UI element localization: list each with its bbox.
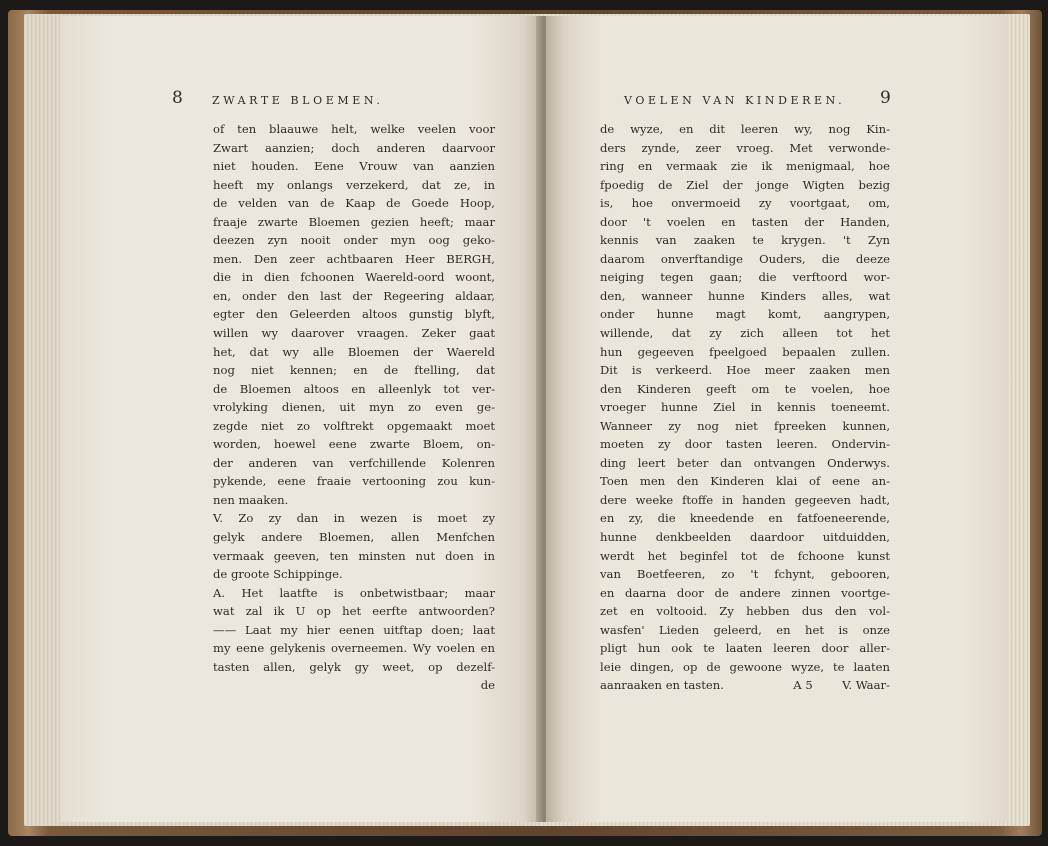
right-page-text [600, 120, 890, 695]
text-line: den Kinderen geeft om te voelen, hoe [600, 381, 890, 396]
text-line: deezen zyn nooit onder myn oog geko- [213, 233, 495, 248]
right-running-head-text: VOELEN VAN KINDEREN. [624, 94, 846, 107]
text-line: tasten allen, gelyk gy weet, op dezelf- [213, 659, 495, 674]
text-line: leie dingen, op de gewoone wyze, te laaten [600, 659, 890, 674]
text-line: ders zynde, zeer vroeg. Met verwonde- [600, 140, 890, 155]
catchword: V. Waar- [842, 678, 890, 693]
text-line: aanraaken en tasten. [600, 678, 724, 693]
text-line: vrolyking dienen, uit myn zo even ge- [213, 400, 495, 415]
text-line: dere weeke ftoffe in handen gegeeven hadt, [600, 492, 890, 507]
text-line: Dit is verkeerd. Hoe meer zaaken men [600, 363, 890, 378]
text-line: my eene gelykenis overneemen. Wy voelen en [213, 641, 495, 656]
last-line-row [600, 676, 890, 695]
text-line: gelyk andere Bloemen, allen Menfchen [213, 530, 495, 545]
text-line: de wyze, en dit leeren wy, nog Kin- [600, 122, 890, 136]
text-line: de Bloemen altoos en alleenlyk tot ver- [213, 381, 495, 396]
text-line: de [480, 678, 495, 693]
text-line: nog niet kennen; en de ftelling, dat [213, 363, 495, 378]
text-line: —— Laat my hier eenen uitftap doen; laat [213, 622, 495, 637]
text-line: zegde niet zo volftrekt opgemaakt moet [213, 418, 495, 433]
right-running-head [624, 88, 891, 108]
text-line: is, hoe onvermoeid zy voortgaat, om, [600, 196, 890, 211]
text-line: die in dien fchoonen Waereld-oord woont, [213, 270, 495, 285]
text-line: worden, hoewel eene zwarte Bloem, on- [213, 437, 495, 452]
text-line: ding leert beter dan ontvangen Onderwys. [600, 455, 890, 470]
text-line: zet en voltooid. Zy hebben dus den vol- [600, 604, 890, 619]
text-line: men. Den zeer achtbaaren Heer BERGH, [213, 251, 495, 266]
text-line: der anderen van verfchillende Kolenren [213, 455, 495, 470]
right-page-number: 9 [880, 88, 891, 108]
text-line: wasfen' Lieden geleerd, en het is onze [600, 622, 890, 637]
text-line: neiging tegen gaan; die verftoord wor- [600, 270, 890, 285]
text-line: fpoedig de Ziel der jonge Wigten bezig [600, 177, 890, 192]
text-line: vroeger hunne Ziel in kennis toeneemt. [600, 400, 890, 415]
text-line: en zy, die kneedende en fatfoeneerende, [600, 511, 890, 526]
text-line: pykende, eene fraaie vertooning zou kun- [213, 474, 495, 489]
text-line: V. Zo zy dan in wezen is moet zy [213, 511, 495, 526]
right-page [546, 16, 1008, 822]
left-page-text [213, 120, 495, 695]
text-line: den, wanneer hunne Kinders alles, wat [600, 288, 890, 303]
text-line: vermaak geeven, ten minsten nut doen in [213, 548, 495, 563]
text-line: hun gegeeven fpeelgoed bepaalen zullen. [600, 344, 890, 359]
text-line: Wanneer zy nog niet fpreeken kunnen, [600, 418, 890, 433]
left-running-head-text: ZWARTE BLOEMEN. [212, 94, 384, 107]
left-page [60, 16, 542, 822]
text-line: en daarna door de andere zinnen voortge- [600, 585, 890, 600]
text-line: nen maaken. [213, 492, 289, 507]
text-line: heeft my onlangs verzekerd, dat ze, in [213, 177, 495, 192]
text-line: en, onder den last der Regeering aldaar, [213, 288, 495, 303]
text-line: onder hunne magt komt, aangrypen, [600, 307, 890, 322]
text-line: wat zal ik U op het eerfte antwoorden? [213, 604, 495, 619]
text-line: hunne denkbeelden daardoor uitduidden, [600, 530, 890, 545]
text-line: van Boetfeeren, zo 't fchynt, gebooren, [600, 567, 890, 582]
text-line: kennis van zaaken te krygen. 't Zyn [600, 233, 890, 248]
text-line: fraaje zwarte Bloemen gezien heeft; maar [213, 214, 495, 229]
text-line: Toen men den Kinderen klai of eene an- [600, 474, 890, 489]
text-line: ring en vermaak zie ik menigmaal, hoe [600, 159, 890, 174]
text-line: werdt het beginfel tot de fchoone kunst [600, 548, 890, 563]
text-line: A. Het laatfte is onbetwistbaar; maar [213, 585, 495, 600]
text-line: door 't voelen en tasten der Handen, [600, 214, 890, 229]
text-line: daarom onverftandige Ouders, die deeze [600, 251, 890, 266]
signature-mark: A 5 [793, 678, 813, 693]
text-line: willende, dat zy zich alleen tot het [600, 326, 890, 341]
text-line: niet houden. Eene Vrouw van aanzien [213, 159, 495, 174]
text-line: moeten zy door tasten leeren. Ondervin- [600, 437, 890, 452]
text-line: willen wy daarover vraagen. Zeker gaat [213, 326, 495, 341]
left-page-number: 8 [172, 88, 183, 108]
text-line: de groote Schippinge. [213, 567, 343, 582]
text-line: de velden van de Kaap de Goede Hoop, [213, 196, 495, 211]
text-line: pligt hun ook te laaten leeren door aller- [600, 641, 890, 656]
text-line: of ten blaauwe helt, welke veelen voor [213, 122, 495, 136]
text-line: Zwart aanzien; doch anderen daarvoor [213, 140, 495, 155]
left-running-head [172, 88, 384, 108]
text-line: egter den Geleerden altoos gunstig blyft, [213, 307, 495, 322]
text-line: het, dat wy alle Bloemen der Waereld [213, 344, 495, 359]
